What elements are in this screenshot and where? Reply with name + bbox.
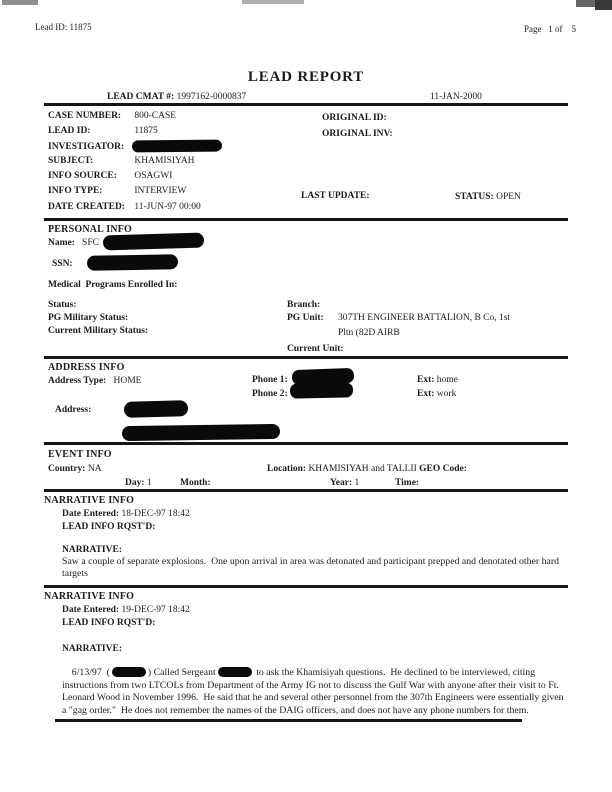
field-address-type (48, 375, 141, 387)
redaction-bar-narrative-sergeant (218, 667, 252, 677)
field-label: LEAD ID: (48, 126, 91, 136)
report-date: 11-JAN-2000 (430, 92, 482, 102)
field-label: INFO SOURCE: (48, 171, 117, 181)
lead-info-rqstd-label-1: LEAD INFO RQST'D: (62, 522, 156, 532)
year-value: 1 (354, 478, 360, 488)
personal-info-heading: PERSONAL INFO (48, 224, 133, 235)
event-info-heading: EVENT INFO (48, 449, 112, 460)
field-last-update: LAST UPDATE: (301, 191, 370, 201)
status-value: OPEN (496, 192, 521, 202)
field-label: Date Entered: (62, 605, 120, 615)
address-info-heading: ADDRESS INFO (48, 362, 125, 373)
field-value: OSAGWI (134, 171, 173, 181)
redaction-bar-phone2 (290, 382, 353, 398)
redaction-bar-investigator (132, 140, 222, 153)
divider (55, 719, 522, 722)
field-location (267, 463, 467, 475)
lead-id-header: Lead ID: 11875 (35, 22, 92, 32)
field-ext-home (417, 374, 458, 386)
field-label: Location: (267, 464, 307, 474)
field-value: 800-CASE (134, 111, 177, 121)
field-branch: Branch: (287, 300, 321, 310)
date-entered-value: 19-DEC-97 18:42 (121, 605, 190, 615)
divider (44, 489, 568, 492)
lead-cmat-label: LEAD CMAT #: (107, 92, 175, 102)
lead-cmat-value: 1997162-0000837 (176, 92, 247, 102)
field-label: CASE NUMBER: (48, 111, 122, 121)
ext-work-value: work (436, 389, 457, 399)
scan-artifact (2, 0, 38, 5)
address-type-value: HOME (113, 376, 142, 386)
field-label: Name: (48, 238, 75, 248)
narrative-info-heading-2: NARRATIVE INFO (44, 591, 135, 602)
day-value: 1 (146, 478, 152, 488)
narrative-segment: to ask the Khamisiyah questions. He declined to be interviewed, citing instructions from two LTCOLs from Department of the Army IG not to discuss the Gulf War with anyone after their visit to Ft. Leonard Wood in November 1996. He said that he and several other personnel from the 307th Engineers were essentially given a "gag order." He does not remember the names of the DAIG officers, and does not have any phone numbers for them. (62, 667, 566, 716)
field-status (455, 191, 521, 203)
field-case-number (48, 111, 176, 121)
report-title: LEAD REPORT (247, 69, 365, 85)
field-value: KHAMISIYAH (134, 156, 195, 166)
date-entered-value: 18-DEC-97 18:42 (121, 509, 190, 519)
pg-unit-value-line1: 307TH ENGINEER BATTALION, B Co, 1st (338, 313, 511, 323)
field-value: 11875 (134, 126, 158, 136)
field-value: INTERVIEW (134, 186, 187, 196)
pg-unit-value-line2: Pltn (82D AIRB (338, 328, 400, 338)
divider (44, 103, 568, 106)
divider (44, 585, 568, 588)
field-label: SUBJECT: (48, 156, 94, 166)
field-current-military-status: Current Military Status: (48, 326, 149, 336)
geo-code-label: GEO Code: (419, 464, 467, 474)
field-pg-military-status: PG Military Status: (48, 313, 129, 323)
field-label: Ext: (417, 389, 435, 399)
redaction-bar-narrative-caller (112, 667, 146, 677)
field-label: INVESTIGATOR: (48, 142, 125, 152)
narrative-label-1: NARRATIVE: (62, 545, 122, 555)
field-current-unit: Current Unit: (287, 344, 344, 354)
field-month: Month: (180, 478, 211, 488)
field-name (48, 237, 99, 249)
field-label: INFO TYPE: (48, 186, 103, 196)
ext-home-value: home (436, 375, 458, 385)
field-info-source (48, 171, 172, 181)
field-original-inv: ORIGINAL INV: (322, 129, 393, 139)
redaction-bar-address-2 (122, 424, 280, 441)
field-info-type (48, 186, 186, 196)
divider (44, 218, 568, 221)
field-phone1: Phone 1: (252, 375, 288, 385)
field-year (330, 477, 359, 489)
field-value: 11-JUN-97 00:00 (134, 202, 201, 212)
field-subject (48, 156, 195, 166)
field-pg-status: Status: (48, 300, 77, 310)
field-label: DATE CREATED: (48, 202, 125, 212)
page-number: Page 1 of 5 (524, 24, 576, 34)
field-medical-programs: Medical Programs Enrolled In: (48, 280, 178, 290)
redaction-bar-address-1 (124, 400, 188, 418)
narrative-text-1: Saw a couple of separate explosions. One upon arrival in area was detonated and participant prepped and denotated other hard targets (62, 556, 562, 580)
field-ext-work (417, 388, 456, 400)
field-address: Address: (55, 405, 92, 415)
redaction-bar-ssn (87, 254, 178, 271)
field-country (48, 463, 102, 475)
scan-artifact (595, 0, 612, 10)
field-date-entered-1 (62, 508, 190, 520)
narrative-label-2: NARRATIVE: (62, 644, 122, 654)
field-day (125, 477, 152, 489)
field-label: Date Entered: (62, 509, 120, 519)
field-lead-id (48, 126, 158, 136)
field-investigator (48, 140, 222, 152)
status-label: STATUS: (455, 192, 494, 202)
redaction-bar-name (103, 233, 204, 251)
field-phone2: Phone 2: (252, 389, 288, 399)
field-date-created (48, 202, 201, 212)
field-label: Year: (330, 478, 353, 488)
lead-cmat-field (107, 91, 246, 103)
field-pg-unit-label: PG Unit: (287, 313, 324, 323)
lead-info-rqstd-label-2: LEAD INFO RQST'D: (62, 618, 156, 628)
field-label: Ext: (417, 375, 435, 385)
field-label: Address Type: (48, 376, 107, 386)
country-value: NA (87, 464, 102, 474)
divider (44, 442, 568, 445)
field-ssn: SSN: (52, 259, 73, 269)
location-value: KHAMISIYAH and TALLII (308, 464, 417, 474)
field-label: Country: (48, 464, 86, 474)
field-original-id: ORIGINAL ID: (322, 113, 387, 123)
field-time: Time: (395, 478, 420, 488)
narrative-segment: 6/13/97 ( (71, 667, 110, 679)
field-label: Day: (125, 478, 145, 488)
scan-artifact (242, 0, 304, 4)
narrative-info-heading-1: NARRATIVE INFO (44, 495, 135, 506)
narrative-segment: ) Called Sergeant (147, 667, 216, 679)
divider (44, 356, 568, 359)
name-prefix: SFC (82, 238, 99, 248)
field-date-entered-2 (62, 604, 190, 616)
